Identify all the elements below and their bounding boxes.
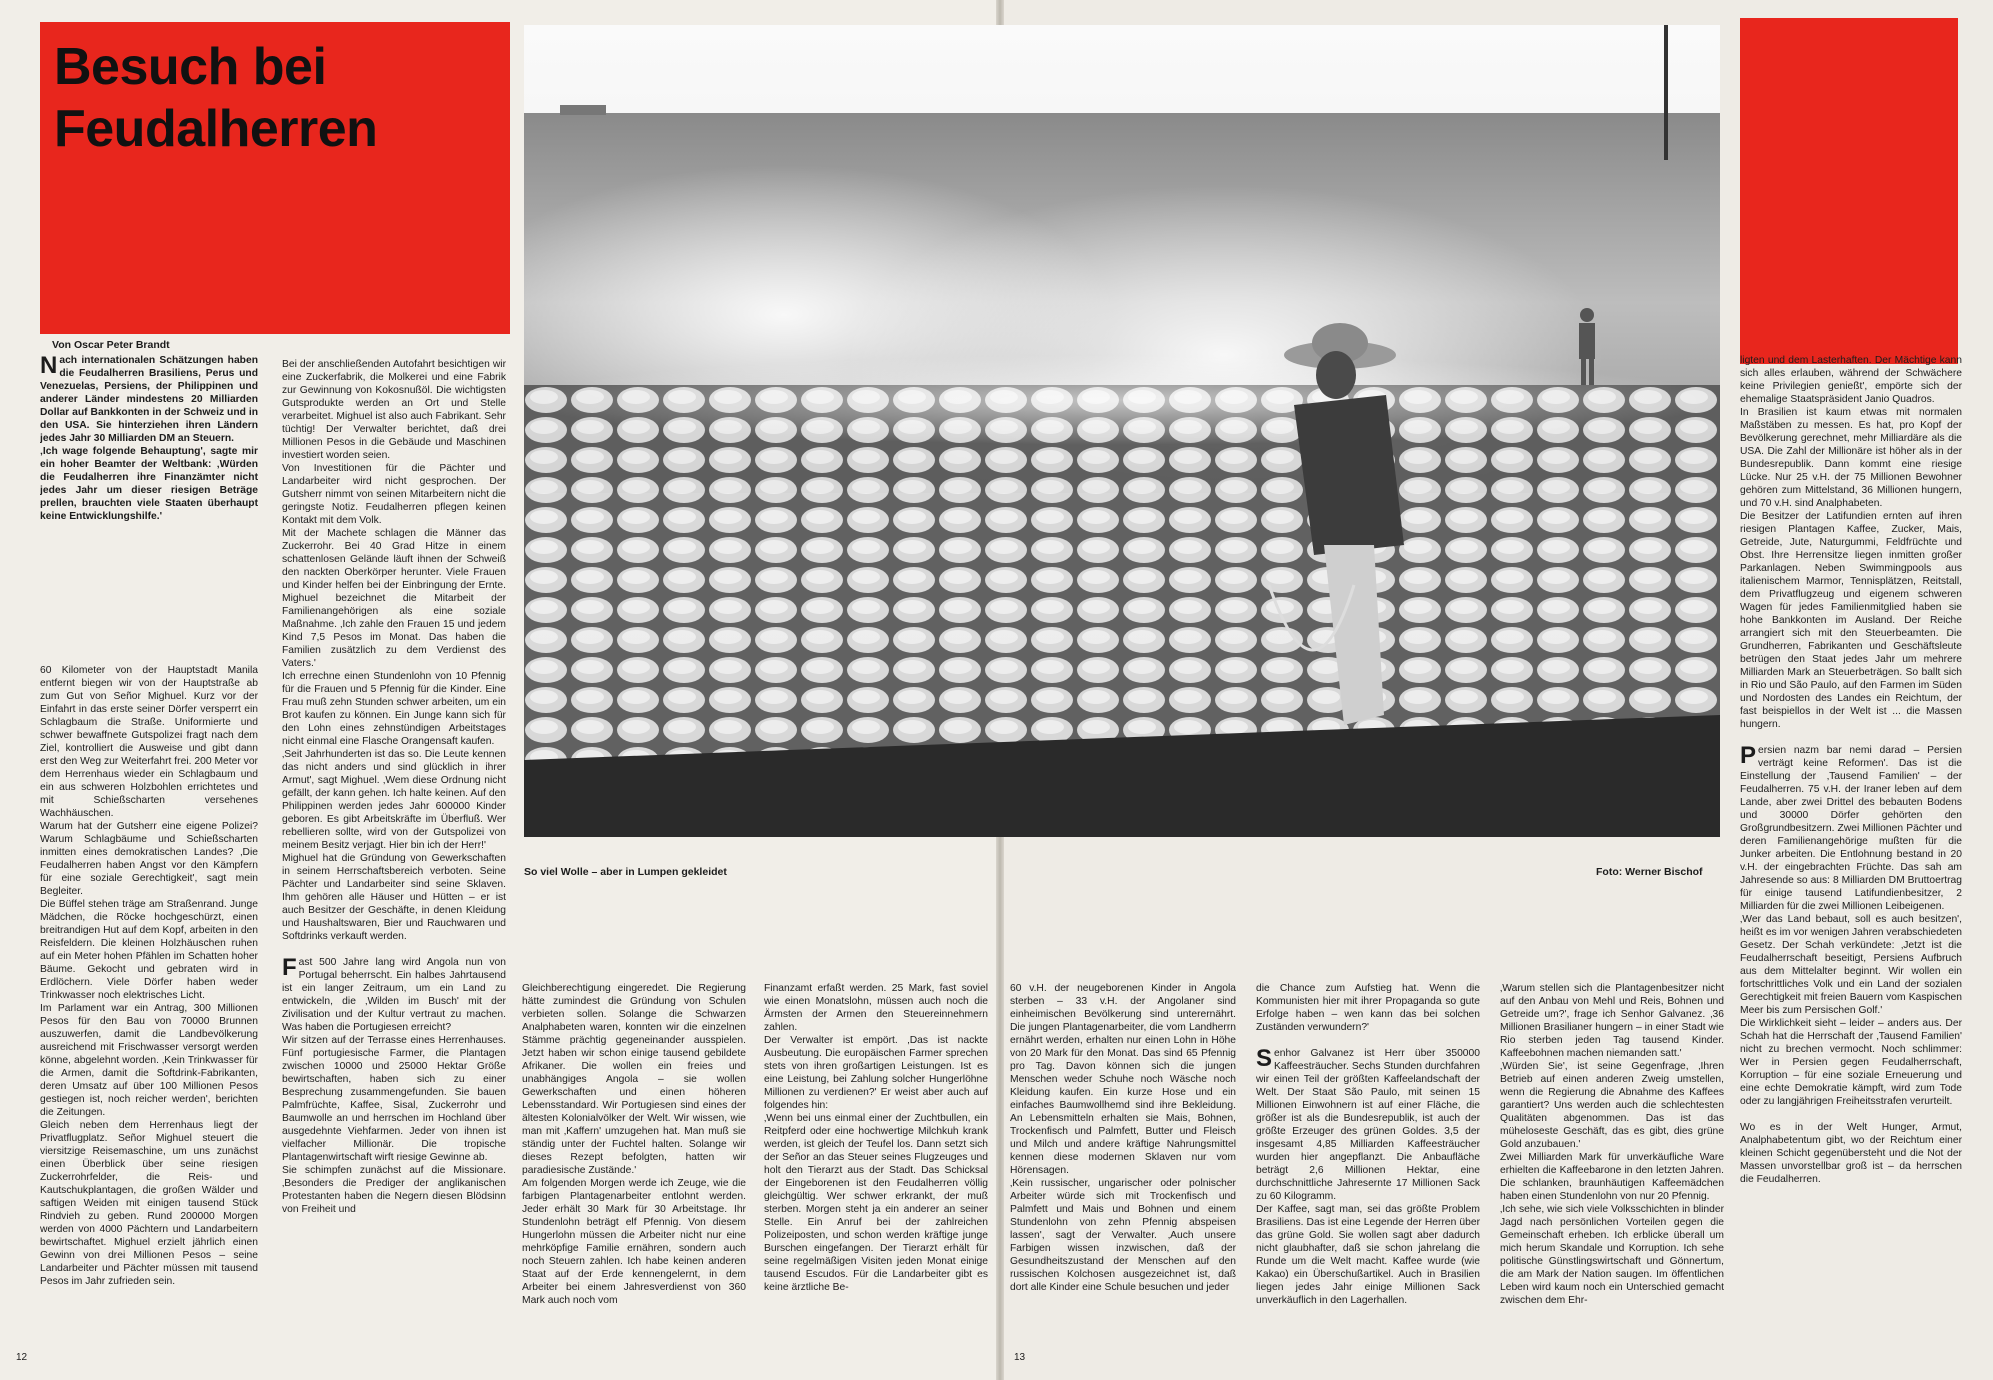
paragraph: Die Wirklichkeit sieht – leider – anders aus. Der Schah hat die Herrschaft der ‚Tausend Familien' nicht zu brechen vermocht. Noch schlimmer: Wer in Persien gegen Feudalherrschaft, Korruption – für eine soziale Erneuerung und eine echte Demokratie kämpft, wird zum Tode oder zu langjährigen Freiheitsstrafen verurteilt.	[1740, 1018, 1962, 1107]
sheep-herd-photo	[524, 25, 1720, 837]
paragraph: Die Besitzer der Latifundien ernten auf ihren riesigen Plantagen Kaffee, Zucker, Mais, Getreide, Jute, Naturgummi, Feldfrüchte und Obst. Ihre Herrensitze liegen inmitten großer Parkanlagen. Neben Swimmingpools aus italienischem Marmor, Tennisplätzen, Reitstall, dem Privatflugzeug und eigenem schweren Wagen für jedes Familienmitglied haben sie hohe Bankkonten im Ausland. Der Reiche arrangiert sich mit den Steuerbeamten. Die Grundherren, Fabrikanten und Geschäftsleute betrügen den Staat jedes Jahr um mehrere Milliarden Mark an Steuerbeträgen. So ballt sich in Rio und São Paulo, auf den Farmen im Süden und Nordosten des Landes ein Reichtum, der fast beispiellos in der Welt ist ... die Massen hungern.	[1740, 511, 1962, 730]
paragraph: Wir sitzen auf der Terrasse eines Herrenhauses. Fünf portugiesische Farmer, die Plantagen zwischen 10000 und 25000 Hektar Größe bewirtschaften, haben sich zu einer Besprechung zusammengefunden. Sie bauen Palmfrüchte, Kaffee, Sisal, Zuckerrohr und Baumwolle an und herrschen im Hochland über ausgedehnte Viehfarmen. Jeder von ihnen ist vielfacher Millionär. Die tropische Plantagenwirtschaft wirft riesige Gewinne ab.	[282, 1035, 506, 1163]
paragraph: ligten und dem Lasterhaften. Der Mächtige kann sich alles erlauben, während der Schwächere keine Privilegien genießt', empörte sich der ehemalige Staatspräsident Janio Quadros.	[1740, 355, 1962, 405]
title-block	[40, 22, 510, 334]
paragraph: die Chance zum Aufstieg hat. Wenn die Kommunisten hier mit ihrer Propaganda so gute Erfolge haben – wen kann das bei solchen Zuständen verwundern?'	[1256, 983, 1480, 1033]
drop-cap: P	[1740, 742, 1757, 769]
text-column-1	[40, 664, 258, 1340]
text-column-2	[282, 358, 506, 1340]
paragraph: ‚Kein russischer, ungarischer oder polnischer Arbeiter würde sich mit Trockenfisch und Palmfett und Mais und Bohnen und einem Stundenlohn von zehn Pfennig abspeisen lassen', sagt der Verwalter. ‚Auch unsere Farbigen wissen inzwischen, daß der Gesundheitszustand der Menschen auf den russischen Kolchosen ausgezeichnet ist, daß dort alle Kinder eine Schule besuchen und jeder	[1010, 1178, 1236, 1293]
intro-column	[40, 354, 258, 584]
paragraph: Am folgenden Morgen werde ich Zeuge, wie die farbigen Plantagenarbeiter entlohnt werden. Jeder erhält 30 Mark für 30 Arbeitstage. Ihr Stundenlohn beträgt elf Pfennig. Von diesem Hungerlohn müssen die Arbeiter nicht nur eine mehrköpfige Familie ernähren, sondern auch noch Steuern zahlen. Ich habe keinen anderen Staat auf der Erde kennengelernt, in dem Arbeiter bei einem Jahresverdienst von 360 Mark auch noch vom	[522, 1178, 746, 1306]
paragraph: Die Büffel stehen träge am Straßenrand. Junge Mädchen, die Röcke hochgeschürzt, einen breitrandigen Hut auf dem Kopf, arbeiten in den Reisfeldern. Die kleinen Holzhäuschen ruhen auf ein Meter hohen Pfählen im Schatten hoher Bäume. Gekocht und gebraten wird in Erdlöchern. Viele Dörfer haben weder Trinkwasser noch elektrisches Licht.	[40, 899, 258, 1001]
paragraph: ‚Wenn bei uns einmal einer der Zuchtbullen, ein Reitpferd oder eine hochwertige Milchkuh krank werden, ist gleich der Teufel los. Dann setzt sich der Señor an das Steuer seines Flugzeuges und holt den Tierarzt aus der Stadt. Das Schicksal der Eingeborenen ist den Feudalherren völlig gleichgültig. Wer schwer erkrankt, der muß sterben. Morgen steht ja ein anderer an seiner Stelle. Ein Anruf bei der zahlreichen Polizeiposten, und schon werden kräftige junge Burschen eingefangen. Der Tierarzt erhält für seine regelmäßigen Visiten jeden Monat einige tausend Escudos. Für die Landarbeiter gibt es keine ärztliche Be-	[764, 1113, 988, 1293]
drop-cap: S	[1256, 1045, 1273, 1072]
intro-quote: ‚Ich wage folgende Behauptung', sagte mir ein hoher Beamter der Weltbank: ‚Würden die Feudalherren ihre Finanzämter nicht jedes Jahr um dieser riesigen Beträge prellen, brauchten viele Staaten überhaupt keine Entwicklungshilfe.'	[40, 446, 258, 522]
paragraph: ‚Warum stellen sich die Plantagenbesitzer nicht auf den Anbau von Mehl und Reis, Bohnen und Getreide um?', frage ich Senhor Galvanez. ‚36 Millionen Brasilianer hungern – in einer Stadt wie Rio sterben jeden Tag tausend Kinder. Kaffeebohnen machen niemanden satt.'	[1500, 983, 1724, 1059]
paragraph: Finanzamt erfaßt werden. 25 Mark, fast soviel wie einen Monatslohn, müssen auch noch die Ärmsten der Armen den Steuereinnehmern zahlen.	[764, 983, 988, 1033]
paragraph: ‚Wer das Land bebaut, soll es auch besitzen', heißt es im vor wenigen Jahren verabschiedeten Gesetz. Der Schah verkündete: ‚Jetzt ist die Feudalherrschaft beseitigt, Persiens Aufbruch aus dem Mittelalter beginnt. Wir wollen ein fortschrittliches Volk und ein Land der sozialen Gerechtigkeit mit freien Bauern vom Kaspischen Meer bis zum Persischen Golf.'	[1740, 914, 1962, 1016]
paragraph: 60 Kilometer von der Hauptstadt Manila entfernt biegen wir von der Hauptstraße ab zum Gut von Señor Mighuel. Kurz vor der Einfahrt in das erste seiner Dörfer versperrt ein Schlagbaum die Straße. Uniformierte und schwer bewaffnete Gutspolizei fragt nach dem Ziel, kontrolliert die Ausweise und gibt dann erst den Weg zur Weiterfahrt frei. 200 Meter vor dem Herrenhaus wieder ein Schlagbaum und ein aus schweren Holzbohlen errichtetes und mit Schießscharten versehenes Wachhäuschen.	[40, 665, 258, 819]
paragraph: In Brasilien ist kaum etwas mit normalen Maßstäben zu messen. Es hat, pro Kopf der Bevölkerung gerechnet, mehr Milliardäre als die USA. Die Zahl der Millionäre ist höher als in der Bundesrepublik. Dann kommt eine riesige Lücke. Nur 25 v.H. der 75 Millionen Bewohner gehören zum Mittelstand, 36 Millionen hungern, und 70 v.H. sind Analphabeten.	[1740, 407, 1962, 509]
text-column-4	[764, 982, 988, 1340]
paragraph: Ich errechne einen Stundenlohn von 10 Pfennig für die Frauen und 5 Pfennig für die Kinder. Eine Frau muß zehn Stunden schwer arbeiten, um ein Brot kaufen zu können. Ein Junge kann sich für den Lohn eines zehnstündigen Arbeitstages nicht einmal eine Flasche Orangensaft kaufen.	[282, 671, 506, 747]
paragraph: 60 v.H. der neugeborenen Kinder in Angola sterben – 33 v.H. der Angolaner sind einheimischen Bevölkerung sind unterernährt. Die jungen Plantagenarbeiter, die vom Landherrn ernährt werden, erhalten nur einen Lohn in Höhe von 20 Mark für den Monat. Das sind 65 Pfennig pro Tag. Davon können sich die jungen Menschen weder Schuhe noch Wäsche noch Kleidung kaufen. Ein kurze Hose und ein einfaches Baumwollhemd sind ihre Bekleidung. An Lebensmitteln erhalten sie Mais, Bohnen, Trockenfisch und Palmfett, Butter und Fleisch und Milch und andere kräftige Nahrungsmittel kennen diese modernen Sklaven nur vom Hörensagen.	[1010, 983, 1236, 1176]
author-byline: Von Oscar Peter Brandt	[52, 339, 170, 351]
paragraph: ‚Ich sehe, wie sich viele Volksschichten in blinder Jagd nach persönlichen Vorteilen gegen die Gemeinschaft erheben. Ich erblicke überall um mich herum Skandale und Korruption. Ich sehe politische Günstlingswirtschaft und Gönnertum, die am Mark der Nation saugen. Im öffentlichen Leben wird kaum noch ein Unterschied gemacht zwischen dem Ehr-	[1500, 1204, 1724, 1306]
photo-credit: Foto: Werner Bischof	[1596, 866, 1703, 878]
paragraph: Der Verwalter ist empört. ‚Das ist nackte Ausbeutung. Die europäischen Farmer sprechen stets von ihren großartigen Leistungen. Ist es eine Leistung, bei Zahlung solcher Hungerlöhne Millionen zu verdienen?' Er weist aber auch auf folgendes hin:	[764, 1035, 988, 1111]
dust-haze	[524, 355, 1720, 445]
paragraph: Mighuel hat die Gründung von Gewerkschaften in seinem Herrschaftsbereich verboten. Seine Pächter und Landarbeiter sind seine Sklaven. Ihm gehören alle Häuser und Hütten – er ist auch Besitzer der Geschäfte, in denen Kleidung und Haushaltswaren, Bier und Rauchwaren und Softdrinks verkauft werden.	[282, 853, 506, 942]
telegraph-pole	[1664, 25, 1668, 160]
paragraph: Bei der anschließenden Autofahrt besichtigen wir eine Zuckerfabrik, die Molkerei und eine Fabrik zur Gewinnung von Kokosnußöl. Die wichtigsten Gutsprodukte werden an Ort und Stelle verarbeitet. Mighuel ist also auch Fabrikant. Sehr tüchtig! Der Verwalter berichtet, daß drei Millionen Pesos in die Gebäude und Maschinen investiert worden seien.	[282, 359, 506, 461]
drop-cap: F	[282, 954, 297, 981]
text-column-5	[1010, 982, 1236, 1340]
paragraph: Von Investitionen für die Pächter und Landarbeiter wird nicht gesprochen. Der Gutsherr nimmt von seinen Mitarbeitern nicht die geringste Notiz. Feudalherren pflegen keinen Kontakt mit dem Volk.	[282, 463, 506, 526]
paragraph: ‚Seit Jahrhunderten ist das so. Die Leute kennen das nicht anders und sind glücklich in ihrer Armut', sagt Mighuel. ‚Wem diese Ordnung nicht gefällt, der kann gehen. Ich halte keinen. Auf den Philippinen werden jedes Jahr 600000 Kinder geboren. Es gibt Arbeitskräfte im Überfluß. Wer rebellieren sollte, wird von der Gutspolizei von meinem Besitz verjagt. Hier bin ich der Herr!'	[282, 749, 506, 851]
photo-caption: So viel Wolle – aber in Lumpen gekleidet	[524, 866, 727, 878]
distant-farmhouse	[560, 105, 606, 115]
paragraph: Im Parlament war ein Antrag, 300 Millionen Pesos für den Bau von 70000 Brunnen auszuwerfen, damit die Landbevölkerung ausreichend mit Frischwasser versorgt werden könne, abgelehnt worden. ‚Kein Trinkwasser für die Armen, damit die Softdrink-Fabrikanten, deren Umsatz auf über 100 Millionen Pesos gestiegen ist, noch reicher werden', berichten die Zeitungen.	[40, 1003, 258, 1118]
paragraph: Sie schimpfen zunächst auf die Missionare. ‚Besonders die Prediger der anglikanischen Protestanten haben die Negern diesen Blödsinn von Freiheit und	[282, 1165, 506, 1215]
paragraph: Der Kaffee, sagt man, sei das größte Problem Brasiliens. Das ist eine Legende der Herren über das grüne Gold. Sie wollen sagt aber dadurch nicht glaubhafter, daß sie schon jahrelang die Runde um die Welt macht. Kaffee wurde (wie Kakao) ein Überschußartikel. Auch in Brasilien liegen jedes Jahr einige Millionen Sack unverkäuflich in den Lagerhallen.	[1256, 1204, 1480, 1306]
text-column-7	[1500, 982, 1724, 1340]
text-column-8	[1740, 354, 1962, 1340]
text-column-6	[1256, 982, 1480, 1340]
paragraph: Zwei Milliarden Mark für unverkäufliche Ware erhielten die Kaffeebarone in den letzten Jahren. Die schlanken, braunhäutigen Kaffeemädchen haben einen Stundenlohn von nur 20 Pfennig.	[1500, 1152, 1724, 1202]
paragraph: ‚Würden Sie', ist seine Gegenfrage, ‚Ihren Betrieb auf einen anderen Zweig umstellen, wenn die Regierung die Abnahme des Kaffees garantiert? Uns werden auch die schlechtesten Qualitäten abgenommen. Das ist das müheloseste Geschäft, das es gibt, dies grüne Gold anzubauen.'	[1500, 1061, 1724, 1150]
text-column-3	[522, 982, 746, 1340]
photo-graphic	[524, 25, 1720, 837]
paragraph: Gleichberechtigung eingeredet. Die Regierung hätte zumindest die Gründung von Schulen verbieten sollen. Solange die Schwarzen Analphabeten waren, konnten wir die einzelnen Stämme prächtig gegeneinander ausspielen. Jetzt haben wir schon einige tausend gebildete Afrikaner. Die wollen ein freies und unabhängiges Angola – sie wollen Gewerkschaften und einen höheren Lebensstandard. Wir Portugiesen sind eines der ältesten Kolonialvölker der Welt. Wir wissen, wie man mit ‚Kaffern' umzugehen hat. Man muß sie ständig unter der Fuchtel halten. Solange wir dieses Rezept befolgten, hatten wir paradiesische Zustände.'	[522, 983, 746, 1176]
paragraph: Wo es in der Welt Hunger, Armut, Analphabetentum gibt, wo der Reichtum einer kleinen Schicht gegenübersteht und die Not der Massen unvorstellbar groß ist – da herrschen die Feudalherren.	[1740, 1122, 1962, 1185]
paragraph: ersien nazm bar nemi darad – Persien verträgt keine Reformen'. Das ist die Einstellung der ‚Tausend Familien' – der Feudalherren. 75 v.H. der Iraner leben auf dem Lande, aber zwei Drittel des bebauten Bodens und 30000 Dörfer gehörten den Großgrundbesitzern. Zwei Millionen Pächter und deren Familienangehörige mußten für die Junker arbeiten. Die Entlohnung bestand in 20 v.H. der eingebrachten Früchte. Das sah am Jahresende so aus: 8 Milliarden DM Bruttoertrag für einige tausend Latifundienbesitzer, 2 Milliarden für die zwei Millionen Leibeigenen.	[1740, 745, 1962, 912]
page-number-right: 13	[1014, 1352, 1026, 1363]
paragraph: ast 500 Jahre lang wird Angola nun von Portugal beherrscht. Ein halbes Jahrtausend ist ein langer Zeitraum, um ein Land zu entwickeln, die ‚Wilden im Busch' mit der Zivilisation und der Kultur vertraut zu machen. Was haben die Portugiesen erreicht?	[282, 957, 506, 1033]
page-number-left: 12	[16, 1352, 28, 1363]
paragraph: Warum hat der Gutsherr eine eigene Polizei? Warum Schlagbäume und Schießscharten inmitten eines demokratischen Landes? ‚Die Feudalherren haben Angst vor den Kämpfern für eine soziale Gerechtigkeit', sagt mein Begleiter.	[40, 821, 258, 897]
right-red-block	[1740, 18, 1958, 364]
paragraph: enhor Galvanez ist Herr über 350000 Kaffeesträucher. Sechs Stunden durchfahren wir einen Teil der größten Kaffeelandschaft der Welt. Der Staat São Paulo, mit seinen 15 Millionen Einwohnern ist auf einer Fläche, die größer ist als die Bundesrepublik, ist auch der größte Erzeuger des grünen Goldes. 3,5 der insgesamt 4,85 Milliarden Kaffeesträucher wurden hier angepflanzt. Die Anbaufläche beträgt 2,6 Millionen Hektar, eine durchschnittliche Jahresernte 17 Millionen Sack zu 60 Kilogramm.	[1256, 1048, 1480, 1202]
article-title: Besuch bei Feudalherren	[54, 38, 378, 158]
intro-paragraph: ach internationalen Schätzungen haben die Feudalherren Brasiliens, Perus und Venezuelas, Persiens, der Philippinen und anderer Länder mindestens 20 Milliarden Dollar auf Bankkonten in der Schweiz und in den USA. Sie hinterziehen ihren Ländern jedes Jahr 30 Milliarden DM an Steuern.	[40, 355, 258, 444]
paragraph: Gleich neben dem Herrenhaus liegt der Privatflugplatz. Señor Mighuel steuert die viersitzige Reisemaschine, um uns zunächst einen Überblick über seine riesigen Zuckerrohrfelder, die Reis- und Kautschukplantagen, die großen Wälder und saftigen Weiden mit einigen tausend Stück Rindvieh zu geben. Rund 200000 Morgen werden von 4000 Pächtern und Landarbeitern bewirtschaftet. Mighuel erzielt jährlich einen Gewinn von drei Millionen Pesos – seine Landarbeiter und Pächter müssen mit tausend Pesos im Jahr zufrieden sein.	[40, 1120, 258, 1287]
drop-cap: N	[40, 354, 58, 379]
paragraph: Mit der Machete schlagen die Männer das Zuckerrohr. Bei 40 Grad Hitze in einem schattenlosen Gelände läuft ihnen der Schweiß den nackten Oberkörper herunter. Viele Frauen und Kinder helfen bei der Einbringung der Ernte. Mighuel bezeichnet die Mitarbeit der Familienangehörigen als eine soziale Maßnahme. ‚Ich zahle den Frauen 15 und jedem Kind 7,5 Pesos im Monat. Das haben die Familien zusätzlich zu dem Verdienst des Vaters.'	[282, 528, 506, 669]
